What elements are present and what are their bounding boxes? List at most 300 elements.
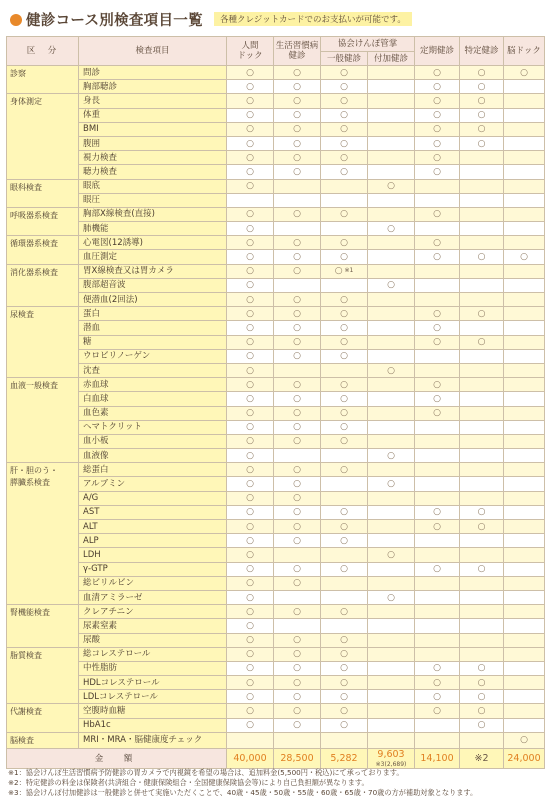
- exam-item-cell: 血小板: [79, 434, 227, 448]
- exam-item-cell: 胸部聴診: [79, 80, 227, 94]
- mark-cell: [227, 491, 274, 505]
- mark-cell: [504, 548, 545, 562]
- exam-item-cell: 総蛋白: [79, 463, 227, 477]
- circle-mark-icon: ○: [477, 110, 486, 121]
- circle-mark-icon: ○: [340, 663, 348, 674]
- circle-mark-icon: ○: [477, 67, 486, 78]
- circle-mark-icon: ○: [387, 479, 395, 490]
- mark-cell: [368, 66, 415, 80]
- mark-cell: [460, 661, 504, 675]
- mark-cell: [415, 434, 460, 448]
- circle-mark-icon: ○: [340, 521, 348, 532]
- mark-cell: [368, 690, 415, 704]
- category-cell: 脳検査: [7, 732, 79, 748]
- circle-mark-icon: ○: [246, 124, 254, 135]
- mark-cell: [227, 378, 274, 392]
- mark-cell: [368, 505, 415, 519]
- table-row: [7, 293, 545, 307]
- header-ningen-dock: 人間 ドック: [227, 37, 274, 66]
- circle-mark-icon: ○: [293, 95, 301, 106]
- mark-cell: [504, 94, 545, 108]
- table-row: [7, 562, 545, 576]
- mark-cell: [415, 576, 460, 590]
- exam-item-cell: 視力検査: [79, 151, 227, 165]
- mark-cell: [321, 80, 368, 94]
- mark-cell: [460, 151, 504, 165]
- mark-cell: [504, 264, 545, 278]
- mark-cell: [274, 420, 321, 434]
- mark-cell: [274, 576, 321, 590]
- mark-cell: [227, 732, 274, 748]
- credit-card-note: 各種クレジットカードでのお支払いが可能です。: [214, 12, 412, 26]
- table-row: [7, 605, 545, 619]
- mark-cell: [415, 307, 460, 321]
- circle-mark-icon: ○: [293, 67, 301, 78]
- circle-mark-icon: ○: [293, 138, 301, 149]
- mark-cell: [227, 293, 274, 307]
- circle-mark-icon: ○: [340, 564, 348, 575]
- mark-cell: [368, 392, 415, 406]
- mark-cell: [274, 222, 321, 236]
- mark-cell: [460, 690, 504, 704]
- mark-cell: [415, 704, 460, 718]
- mark-cell: [504, 378, 545, 392]
- mark-cell: [227, 534, 274, 548]
- table-row: [7, 420, 545, 434]
- table-row: [7, 576, 545, 590]
- mark-cell: [504, 321, 545, 335]
- circle-mark-icon: ○: [246, 266, 254, 277]
- circle-mark-icon: ○: [293, 677, 301, 688]
- circle-mark-icon: ○: [246, 337, 254, 348]
- mark-cell: [368, 491, 415, 505]
- mark-cell: [504, 392, 545, 406]
- circle-mark-icon: ○: [340, 436, 348, 447]
- circle-mark-icon: ○: [433, 379, 441, 390]
- mark-cell: [415, 378, 460, 392]
- mark-cell: [321, 335, 368, 349]
- mark-cell: [274, 293, 321, 307]
- mark-cell: [415, 690, 460, 704]
- circle-mark-icon: ○: [246, 620, 254, 631]
- mark-cell: [274, 179, 321, 193]
- header-category: 区 分: [7, 37, 79, 66]
- circle-mark-icon: ○: [246, 110, 254, 121]
- circle-mark-icon: ○: [334, 266, 343, 277]
- mark-cell: [321, 420, 368, 434]
- table-row: [7, 207, 545, 221]
- circle-mark-icon: ○: [293, 663, 301, 674]
- circle-mark-icon: ○: [293, 720, 301, 731]
- price-cell: 5,282: [321, 749, 368, 769]
- circle-mark-icon: ○: [246, 720, 254, 731]
- circle-mark-icon: ○: [433, 663, 441, 674]
- mark-cell: [415, 66, 460, 80]
- circle-mark-icon: ○: [246, 706, 254, 717]
- circle-mark-icon: ○: [246, 181, 254, 192]
- mark-cell: [368, 349, 415, 363]
- table-row: [7, 222, 545, 236]
- circle-mark-icon: ○: [246, 606, 254, 617]
- mark-cell: [504, 676, 545, 690]
- mark-cell: [368, 136, 415, 150]
- circle-mark-icon: ○: [340, 649, 348, 660]
- table-row: [7, 108, 545, 122]
- mark-cell: [274, 66, 321, 80]
- mark-cell: [368, 222, 415, 236]
- mark-cell: [274, 108, 321, 122]
- mark-cell: [368, 406, 415, 420]
- mark-cell: [368, 704, 415, 718]
- exam-item-cell: 糖: [79, 335, 227, 349]
- circle-mark-icon: ○: [293, 81, 301, 92]
- circle-mark-icon: ○: [246, 663, 254, 674]
- mark-cell: [460, 406, 504, 420]
- mark-cell: [227, 321, 274, 335]
- mark-cell: [321, 704, 368, 718]
- mark-cell: [274, 94, 321, 108]
- circle-mark-icon: ○: [246, 81, 254, 92]
- exam-item-cell: ヘマトクリット: [79, 420, 227, 434]
- mark-cell: [274, 647, 321, 661]
- mark-cell: [227, 718, 274, 732]
- mark-cell: [460, 122, 504, 136]
- circle-mark-icon: ○: [340, 110, 348, 121]
- mark-cell: [415, 236, 460, 250]
- mark-cell: [227, 676, 274, 690]
- mark-cell: [504, 562, 545, 576]
- circle-mark-icon: ○: [340, 606, 348, 617]
- mark-cell: [460, 278, 504, 292]
- circle-mark-icon: ○: [340, 379, 348, 390]
- mark-cell: [368, 661, 415, 675]
- mark-cell: [274, 80, 321, 94]
- circle-mark-icon: ○: [293, 393, 301, 404]
- mark-cell: [368, 520, 415, 534]
- circle-mark-icon: ○: [340, 351, 348, 362]
- mark-cell: [274, 520, 321, 534]
- table-row: [7, 335, 545, 349]
- mark-cell: [415, 463, 460, 477]
- mark-cell: [460, 236, 504, 250]
- mark-cell: [368, 534, 415, 548]
- mark-cell: [415, 477, 460, 491]
- circle-mark-icon: ○: [340, 166, 348, 177]
- header-tokutei-kenshin: 特定健診: [460, 37, 504, 66]
- mark-cell: [321, 363, 368, 377]
- mark-cell: [274, 491, 321, 505]
- mark-cell: [227, 562, 274, 576]
- mark-cell: [504, 406, 545, 420]
- exam-item-cell: 眼底: [79, 179, 227, 193]
- circle-mark-icon: ○: [433, 209, 441, 220]
- exam-item-cell: LDLコレステロール: [79, 690, 227, 704]
- circle-mark-icon: ○: [293, 578, 301, 589]
- price-cell: 14,100: [415, 749, 460, 769]
- mark-cell: [368, 548, 415, 562]
- exam-item-cell: 問診: [79, 66, 227, 80]
- mark-cell: [460, 633, 504, 647]
- exam-item-cell: HbA1c: [79, 718, 227, 732]
- price-cell: 40,000: [227, 749, 274, 769]
- mark-cell: [368, 633, 415, 647]
- circle-mark-icon: ○: [293, 464, 301, 475]
- mark-cell: [504, 66, 545, 80]
- circle-mark-icon: ○: [246, 138, 254, 149]
- mark-cell: [460, 392, 504, 406]
- circle-mark-icon: ○: [246, 379, 254, 390]
- circle-mark-icon: ○: [340, 464, 348, 475]
- mark-cell: [227, 690, 274, 704]
- circle-mark-icon: ○: [477, 564, 486, 575]
- exam-item-cell: 尿素窒素: [79, 619, 227, 633]
- mark-cell: [460, 619, 504, 633]
- mark-cell: [415, 122, 460, 136]
- circle-mark-icon: ○: [520, 735, 528, 746]
- circle-mark-icon: ○: [477, 507, 486, 518]
- exam-item-cell: 空腹時血糖: [79, 704, 227, 718]
- orange-bullet-icon: [10, 14, 22, 26]
- table-row: [7, 406, 545, 420]
- exam-item-cell: 眼圧: [79, 193, 227, 207]
- table-row: [7, 661, 545, 675]
- mark-cell: [321, 222, 368, 236]
- circle-mark-icon: ○: [477, 81, 486, 92]
- exam-item-cell: 胃X線検査又は胃カメラ: [79, 264, 227, 278]
- mark-cell: [415, 222, 460, 236]
- page-title: 健診コース別検査項目一覧: [26, 13, 203, 29]
- mark-cell: [321, 619, 368, 633]
- mark-cell: [415, 590, 460, 604]
- mark-cell: [274, 349, 321, 363]
- mark-cell: [368, 590, 415, 604]
- mark-cell: [460, 534, 504, 548]
- mark-cell: [274, 122, 321, 136]
- mark-cell: [321, 193, 368, 207]
- circle-mark-icon: ○: [246, 237, 254, 248]
- total-label: 金 額: [7, 749, 227, 769]
- mark-cell: [368, 250, 415, 264]
- circle-mark-icon: ○: [246, 365, 254, 376]
- table-row: [7, 463, 545, 477]
- exam-item-cell: 中性脂肪: [79, 661, 227, 675]
- mark-cell: [274, 548, 321, 562]
- mark-cell: [460, 193, 504, 207]
- mark-cell: [274, 363, 321, 377]
- mark-cell: [460, 264, 504, 278]
- mark-cell: [227, 264, 274, 278]
- circle-mark-icon: ○: [246, 322, 254, 333]
- mark-cell: [321, 605, 368, 619]
- mark-cell: [415, 349, 460, 363]
- circle-mark-icon: ○: [433, 124, 441, 135]
- exam-item-cell: 身長: [79, 94, 227, 108]
- mark-cell: [321, 449, 368, 463]
- circle-mark-icon: ○: [387, 181, 395, 192]
- mark-cell: [227, 151, 274, 165]
- table-row: [7, 676, 545, 690]
- table-row: [7, 165, 545, 179]
- circle-mark-icon: ○: [433, 393, 441, 404]
- mark-cell: [460, 321, 504, 335]
- mark-cell: [368, 264, 415, 278]
- mark-cell: [415, 94, 460, 108]
- mark-cell: [227, 619, 274, 633]
- mark-cell: [504, 80, 545, 94]
- circle-mark-icon: ○: [340, 294, 348, 305]
- circle-mark-icon: ○: [433, 81, 441, 92]
- mark-cell: [227, 165, 274, 179]
- mark-cell: [504, 222, 545, 236]
- mark-cell: [321, 463, 368, 477]
- mark-cell: [368, 207, 415, 221]
- mark-cell: [274, 463, 321, 477]
- mark-cell: [415, 136, 460, 150]
- mark-cell: [368, 562, 415, 576]
- table-row: [7, 633, 545, 647]
- exam-item-cell: アルブミン: [79, 477, 227, 491]
- table-row: [7, 690, 545, 704]
- mark-cell: [504, 704, 545, 718]
- circle-mark-icon: ○: [433, 322, 441, 333]
- table-row: [7, 349, 545, 363]
- table-row: [7, 704, 545, 718]
- mark-cell: [321, 378, 368, 392]
- exam-item-cell: 便潜血(2回法): [79, 293, 227, 307]
- mark-cell: [274, 193, 321, 207]
- mark-cell: [504, 576, 545, 590]
- table-row: [7, 505, 545, 519]
- mark-cell: [227, 704, 274, 718]
- mark-cell: [460, 704, 504, 718]
- circle-mark-icon: ○: [246, 521, 254, 532]
- exam-item-cell: 体重: [79, 108, 227, 122]
- mark-cell: [415, 363, 460, 377]
- mark-cell: [415, 647, 460, 661]
- circle-mark-icon: ○: [387, 450, 395, 461]
- mark-cell: [321, 534, 368, 548]
- mark-cell: [460, 477, 504, 491]
- circle-mark-icon: ○: [477, 95, 486, 106]
- exam-item-cell: 白血球: [79, 392, 227, 406]
- circle-mark-icon: ○: [246, 464, 254, 475]
- mark-cell: [415, 278, 460, 292]
- mark-cell: [321, 491, 368, 505]
- circle-mark-icon: ○: [246, 450, 254, 461]
- total-row: [7, 749, 545, 769]
- exam-item-cell: 血圧測定: [79, 250, 227, 264]
- mark-cell: [274, 534, 321, 548]
- mark-cell: [504, 165, 545, 179]
- circle-mark-icon: ○: [477, 720, 486, 731]
- mark-cell: [274, 151, 321, 165]
- category-cell: 眼科検査: [7, 179, 79, 207]
- mark-cell: [321, 661, 368, 675]
- mark-cell: [504, 151, 545, 165]
- exam-item-cell: 心電図(12誘導): [79, 236, 227, 250]
- category-cell: 血液一般検査: [7, 378, 79, 463]
- mark-cell: [460, 562, 504, 576]
- mark-cell: [227, 236, 274, 250]
- fuka-price-note: ※3(2,689): [375, 761, 407, 768]
- page-header: [6, 6, 554, 32]
- mark-cell: [274, 321, 321, 335]
- category-cell: 腎機能検査: [7, 605, 79, 648]
- mark-cell: [321, 321, 368, 335]
- mark-cell: [504, 647, 545, 661]
- mark-cell: [460, 605, 504, 619]
- circle-mark-icon: ○: [340, 393, 348, 404]
- table-row: [7, 250, 545, 264]
- circle-mark-icon: ○: [293, 649, 301, 660]
- mark-cell: [460, 363, 504, 377]
- mark-cell: [227, 278, 274, 292]
- mark-cell: [227, 477, 274, 491]
- price-cell: 9,603 ※3(2,689): [368, 749, 415, 769]
- mark-cell: [415, 420, 460, 434]
- mark-cell: [368, 179, 415, 193]
- price-cell: 24,000: [504, 749, 545, 769]
- mark-cell: [274, 449, 321, 463]
- mark-cell: [321, 136, 368, 150]
- circle-mark-icon: ○: [387, 223, 395, 234]
- mark-cell: [504, 349, 545, 363]
- exam-item-cell: γ-GTP: [79, 562, 227, 576]
- mark-cell: [274, 704, 321, 718]
- circle-mark-icon: ○: [433, 521, 441, 532]
- exam-item-cell: ALT: [79, 520, 227, 534]
- mark-cell: [415, 335, 460, 349]
- circle-mark-icon: ○: [433, 166, 441, 177]
- mark-cell: [415, 250, 460, 264]
- table-row: [7, 647, 545, 661]
- circle-mark-icon: ○: [433, 564, 441, 575]
- mark-cell: [321, 392, 368, 406]
- mark-cell: [504, 605, 545, 619]
- mark-cell: [227, 590, 274, 604]
- mark-cell: [321, 207, 368, 221]
- circle-mark-icon: ○: [387, 592, 395, 603]
- circle-mark-icon: ○: [293, 436, 301, 447]
- mark-cell: [368, 619, 415, 633]
- circle-mark-icon: ○: [246, 408, 254, 419]
- mark-cell: [504, 590, 545, 604]
- mark-cell: [321, 576, 368, 590]
- circle-mark-icon: ○: [340, 408, 348, 419]
- mark-cell: [321, 676, 368, 690]
- mark-cell: [415, 108, 460, 122]
- mark-cell: [460, 108, 504, 122]
- mark-cell: [415, 449, 460, 463]
- mark-cell: [321, 250, 368, 264]
- mark-cell: [504, 363, 545, 377]
- exam-item-cell: 腹囲: [79, 136, 227, 150]
- circle-mark-icon: ○: [293, 266, 301, 277]
- circle-mark-icon: ○: [387, 365, 395, 376]
- circle-mark-icon: ○: [293, 422, 301, 433]
- mark-cell: [415, 491, 460, 505]
- mark-cell: [368, 108, 415, 122]
- mark-cell: [321, 293, 368, 307]
- mark-cell: [227, 136, 274, 150]
- header-kyokai-kenpo: 協会けんぽ管掌: [321, 37, 415, 52]
- price-cell: ※2: [460, 749, 504, 769]
- mark-cell: [460, 136, 504, 150]
- circle-mark-icon: ○: [340, 535, 348, 546]
- table-row: [7, 136, 545, 150]
- mark-cell: [274, 264, 321, 278]
- mark-cell: [368, 463, 415, 477]
